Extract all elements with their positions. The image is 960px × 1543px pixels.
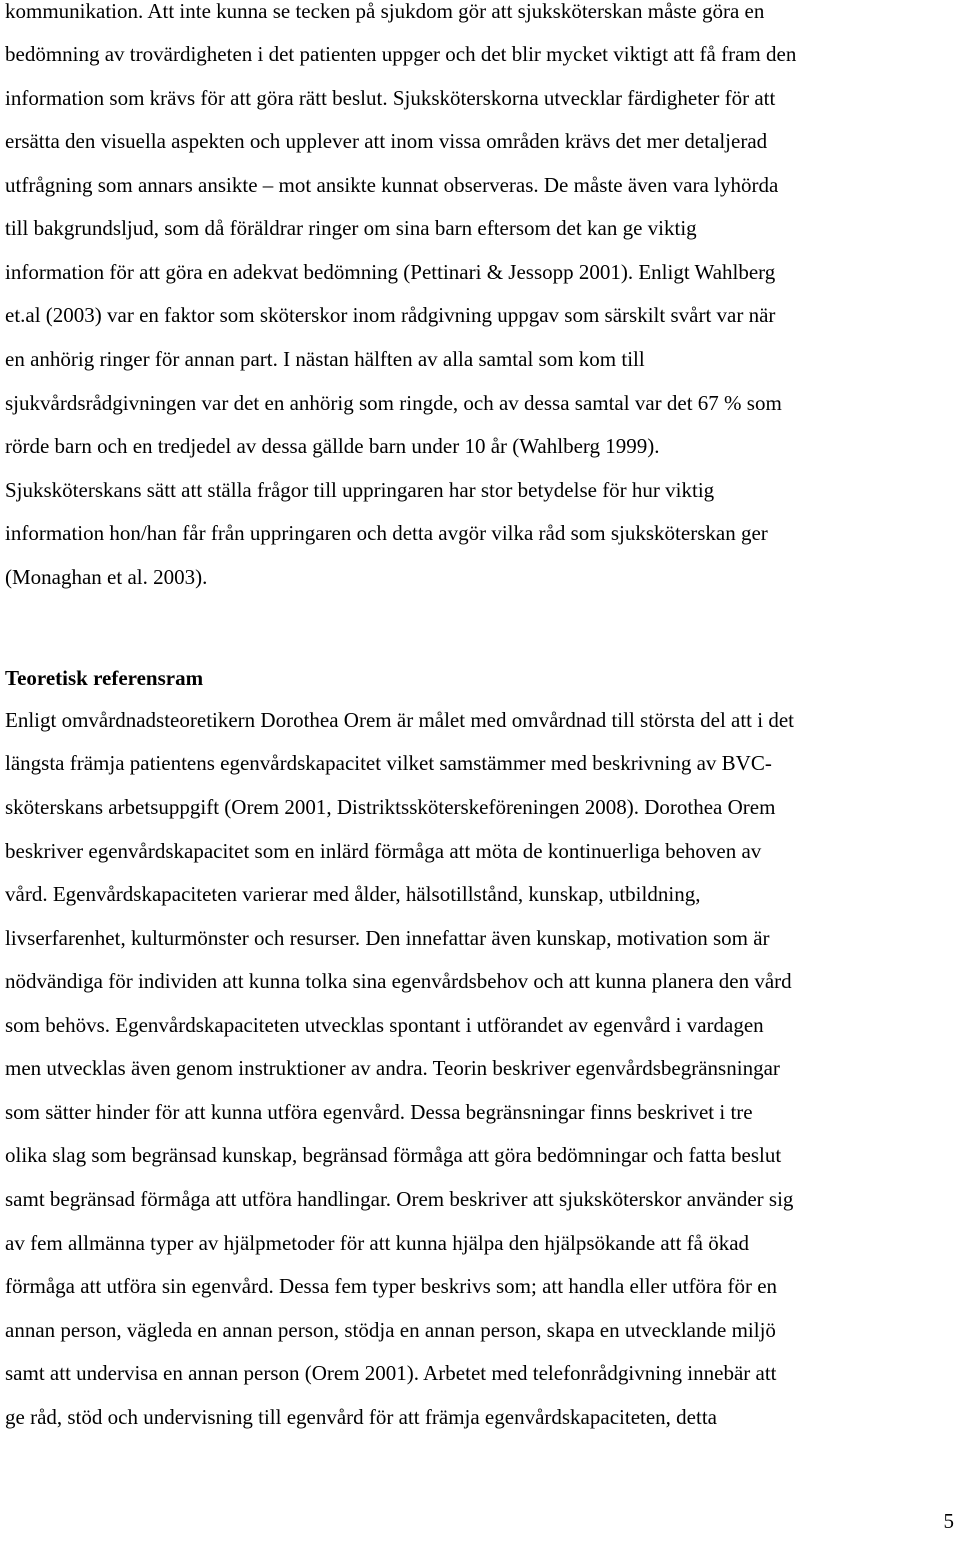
text-line: samt begränsad förmåga att utföra handlingar. Orem beskriver att sjuksköterskor använder sig bbox=[5, 1187, 794, 1211]
text-line: olika slag som begränsad kunskap, begränsad förmåga att göra bedömningar och fatta beslut bbox=[5, 1143, 782, 1167]
text-line: som behövs. Egenvårdskapaciteten utvecklas spontant i utförandet av egenvård i vardagen bbox=[5, 1013, 764, 1037]
text-line: bedömning av trovärdigheten i det patienten uppger och det blir mycket viktigt att få fram den bbox=[5, 42, 797, 66]
text-line: rörde barn och en tredjedel av dessa gällde barn under 10 år (Wahlberg 1999). bbox=[5, 434, 660, 458]
text-line: Sjuksköterskans sätt att ställa frågor till uppringaren har stor betydelse för hur viktig bbox=[5, 478, 715, 502]
text-line: som sätter hinder för att kunna utföra egenvård. Dessa begränsningar finns beskrivet i tre bbox=[5, 1100, 753, 1124]
text-line: (Monaghan et al. 2003). bbox=[5, 565, 208, 589]
text-line: sköterskans arbetsuppgift (Orem 2001, Distriktssköterskeföreningen 2008). Dorothea Orem bbox=[5, 795, 776, 819]
text-line: förmåga att utföra sin egenvård. Dessa fem typer beskrivs som; att handla eller utföra för en bbox=[5, 1274, 778, 1298]
text-line: sjukvårdsrådgivningen var det en anhörig som ringde, och av dessa samtal var det 67 % som bbox=[5, 391, 782, 415]
text-line: livserfarenhet, kulturmönster och resurser. Den innefattar även kunskap, motivation som är bbox=[5, 926, 770, 950]
text-line: information för att göra en adekvat bedömning (Pettinari & Jessopp 2001). Enligt Wahlberg bbox=[5, 260, 776, 284]
text-line: ersätta den visuella aspekten och upplever att inom vissa områden krävs det mer detaljerad bbox=[5, 129, 768, 153]
text-line: längsta främja patientens egenvårdskapacitet vilket samstämmer med beskrivning av BVC- bbox=[5, 751, 772, 775]
text-line: nödvändiga för individen att kunna tolka sina egenvårdsbehov och att kunna planera den vård bbox=[5, 969, 792, 993]
text-line: till bakgrundsljud, som då föräldrar ringer om sina barn eftersom det kan ge viktig bbox=[5, 216, 697, 240]
text-line: kommunikation. Att inte kunna se tecken på sjukdom gör att sjuksköterskan måste göra en bbox=[5, 0, 765, 23]
text-line: information hon/han får från uppringaren och detta avgör vilka råd som sjuksköterskan ger bbox=[5, 521, 768, 545]
text-line: vård. Egenvårdskapaciteten varierar med ålder, hälsotillstånd, kunskap, utbildning, bbox=[5, 882, 701, 906]
text-line: et.al (2003) var en faktor som sköterskor inom rådgivning uppgav som särskilt svårt var när bbox=[5, 303, 776, 327]
section-heading: Teoretisk referensram bbox=[5, 666, 204, 690]
text-line: ge råd, stöd och undervisning till egenvård för att främja egenvårdskapaciteten, detta bbox=[5, 1405, 717, 1429]
page-number: 5 bbox=[943, 1509, 954, 1533]
text-line: en anhörig ringer för annan part. I nästan hälften av alla samtal som kom till bbox=[5, 347, 645, 371]
text-line: beskriver egenvårdskapacitet som en inlärd förmåga att möta de kontinuerliga behoven av bbox=[5, 839, 762, 863]
text-line: men utvecklas även genom instruktioner av andra. Teorin beskriver egenvårdsbegränsningar bbox=[5, 1056, 780, 1080]
text-line: Enligt omvårdnadsteoretikern Dorothea Orem är målet med omvårdnad till största del att i det bbox=[5, 708, 795, 732]
text-line: utfrågning som annars ansikte – mot ansikte kunnat observeras. De måste även vara lyhörda bbox=[5, 173, 779, 197]
text-line: information som krävs för att göra rätt beslut. Sjuksköterskorna utvecklar färdigheter för att bbox=[5, 86, 776, 110]
text-line: av fem allmänna typer av hjälpmetoder för att kunna hjälpa den hjälpsökande att få ökad bbox=[5, 1231, 750, 1255]
text-line: annan person, vägleda en annan person, stödja en annan person, skapa en utvecklande miljö bbox=[5, 1318, 776, 1342]
text-line: samt att undervisa en annan person (Orem 2001). Arbetet med telefonrådgivning innebär att bbox=[5, 1361, 777, 1385]
